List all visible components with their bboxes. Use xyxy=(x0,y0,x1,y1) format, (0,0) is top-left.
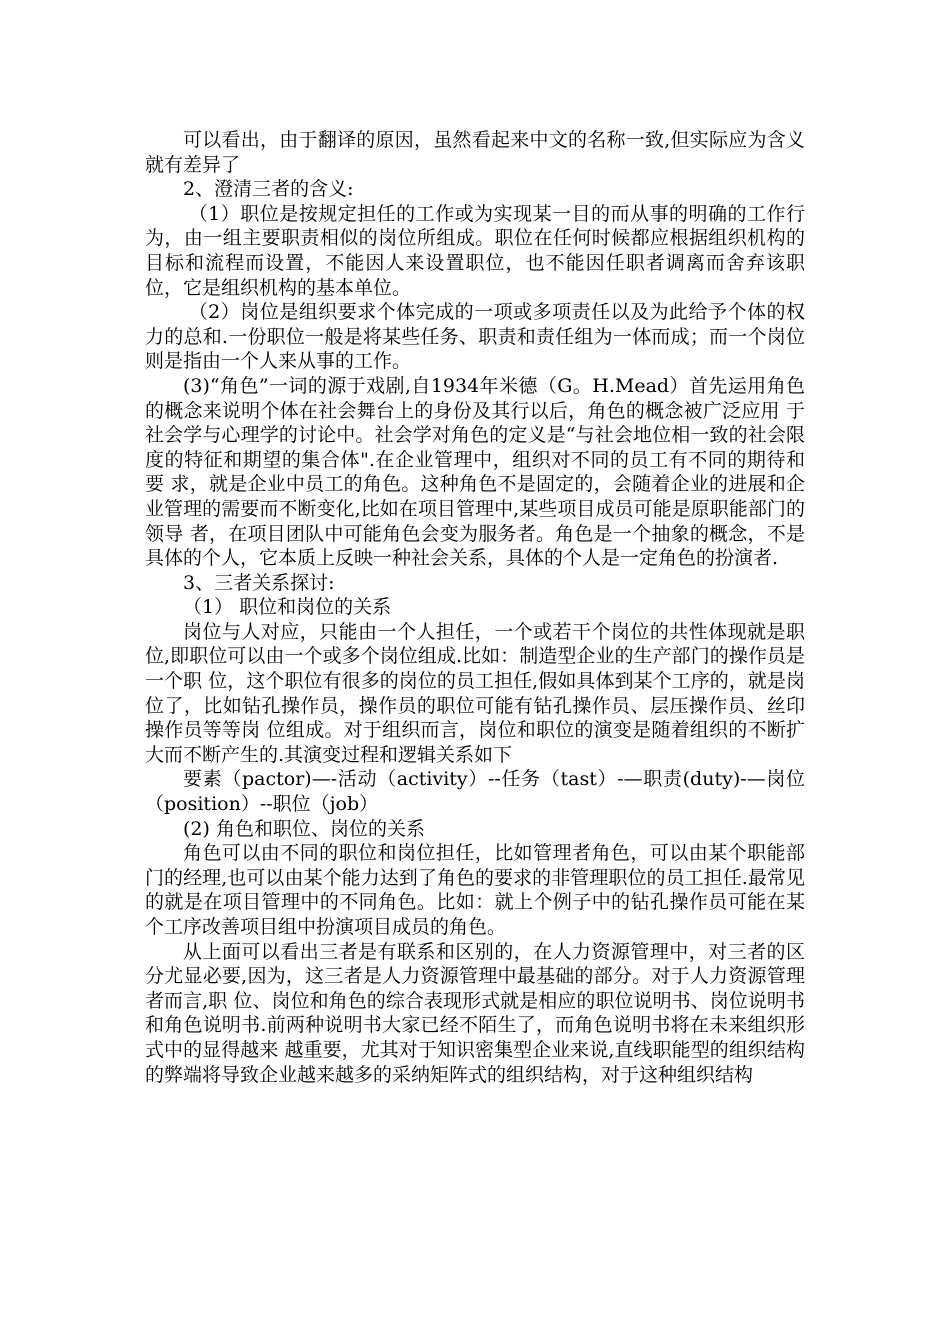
document-body xyxy=(145,128,805,1087)
paragraph-role-relation: 角色可以由不同的职位和岗位担任，比如管理者角色，可以由某个职能部门的经理,也可以由某个能力达到了角色的要求的非管理职位的员工担任.最常见的就是在项目管理中的不同角色。比如：就上个例子中的钻孔操作员可能在某个工序改善项目组中扮演项目成员的角色。 xyxy=(145,842,805,938)
subheading-role-relation: (2) 角色和职位、岗位的关系 xyxy=(183,817,425,840)
section-heading-2: 2、澄清三者的含义: xyxy=(183,178,354,201)
paragraph-position-post-relation: 岗位与人对应，只能由一个人担任，一个或若干个岗位的共性体现就是职位,即职位可以由一个或多个岗位组成.比如：制造型企业的生产部门的操作员是一个职 位，这个职位有很多的岗位的员工担任,假如具体到某个工序的，就是岗位了，比如钻孔操作员，操作员的职位可能有钻孔操作员、层压操作员、丝印操作员等等岗 位组成。对于组织而言，岗位和职位的演变是随着组织的不断扩大而不断产生的.其演变过程和逻辑关系如下 xyxy=(145,620,805,766)
paragraph-1: 可以看出，由于翻译的原因，虽然看起来中文的名称一致,但实际应为含义就有差异了 xyxy=(145,129,805,176)
paragraph-evolution-chain: 要素（pactor)—-活动（activity）--任务（tast）-—职责(duty)-—岗位（position）--职位（job） xyxy=(145,768,805,816)
paragraph-post-definition: （2）岗位是组织要求个体完成的一项或多项责任以及为此给予个体的权力的总和.一份职位一般是将某些任务、职责和责任组为一体而成；而一个岗位则是指由一个人来从事的工作。 xyxy=(145,301,805,373)
paragraph-summary: 从上面可以看出三者是有联系和区别的，在人力资源管理中，对三者的区分尤显必要,因为，这三者是人力资源管理中最基础的部分。对于人力资源管理者而言,职 位、岗位和角色的综合表现形式就是相应的职位说明书、岗位说明书和角色说明书.前两种说明书大家已经不陌生了，而角色说明书将在未来组织形式中的显得越来 越重要，尤其对于知识密集型企业来说,直线职能型的组织结构的弊端将导致企业越来越多的采纳矩阵式的组织结构，对于这种组织结构 xyxy=(145,940,805,1086)
paragraph-position-definition: （1）职位是按规定担任的工作或为实现某一目的而从事的明确的工作行为，由一组主要职责相似的岗位所组成。职位在任何时候都应根据组织机构的目标和流程而设置，不能因人来设置职位，也不能因任职者调离而舍弃该职位，它是组织机构的基本单位。 xyxy=(145,202,805,299)
paragraph-role-definition: (3)“角色”一词的源于戏剧,自1934年米德（G。H.Mead）首先运用角色的概念来说明个体在社会舞台上的身份及其行以后，角色的概念被广泛应用 于社会学与心理学的讨论中。社会学对角色的定义是“与社会地位相一致的社会限度的特征和期望的集合体".在企业管理中，组织对不同的员工有不同的期待和要 求，就是企业中员工的角色。这种角色不是固定的，会随着企业的进展和企业管理的需要而不断变化,比如在项目管理中,某些项目成员可能是原职能部门的领导 者，在项目团队中可能角色会变为服务者。角色是一个抽象的概念，不是具体的个人，它本质上反映一种社会关系，具体的个人是一定角色的扮演者. xyxy=(145,374,805,570)
section-heading-3: 3、三者关系探讨: xyxy=(183,571,335,594)
subheading-position-post: （1） 职位和岗位的关系 xyxy=(183,596,392,619)
